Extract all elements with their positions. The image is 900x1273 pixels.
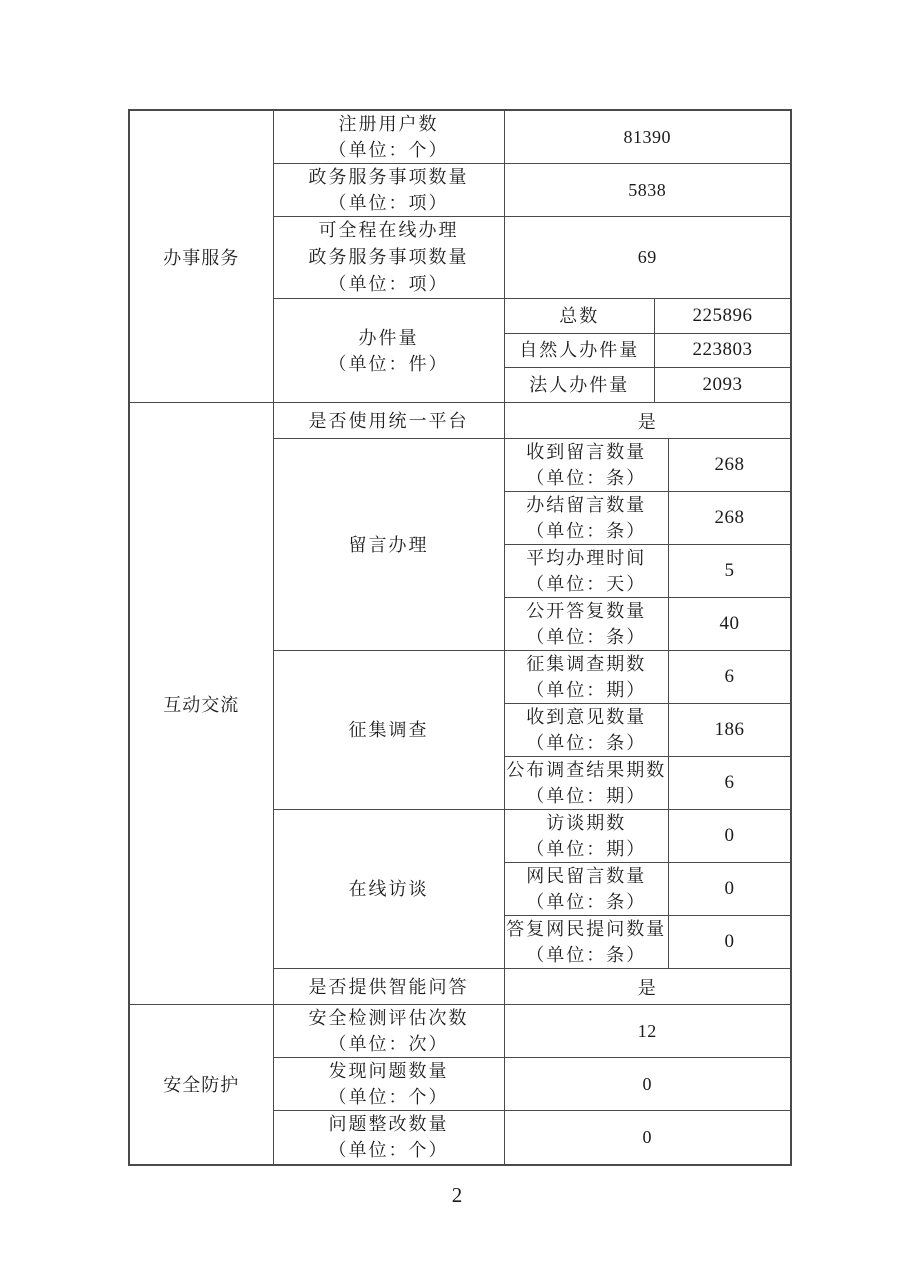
subrow-value-cell: 0 (724, 931, 735, 952)
metric-value-cell: 0 (504, 1058, 791, 1111)
subrow-value-cell: 6 (724, 772, 735, 793)
metric-unit-line: （单位：次） (328, 1034, 449, 1054)
metric-value-cell: 69 (504, 217, 791, 299)
subrow-value-cell: 223803 (655, 333, 791, 368)
metric-label-cell: 是否提供智能问答 (273, 969, 504, 1005)
subrow-label-cell (505, 492, 669, 545)
subrow-label-line: 公布调查结果期数 (506, 760, 667, 780)
subtable-row (505, 439, 791, 492)
metric-label-line: 办件量 (358, 327, 419, 348)
subtable-banjianliang (505, 299, 791, 402)
metric-label-cell: 留言办理 (273, 439, 504, 651)
subrow-label-cell (505, 598, 669, 651)
subtable-row (505, 299, 791, 333)
category-label: 办事服务 (163, 247, 240, 268)
subtable-row (505, 598, 791, 651)
subrow-label-line: 平均办理时间 (526, 548, 647, 568)
subrow-unit-line: （单位：条） (526, 945, 647, 965)
metric-unit-line: （单位：项） (328, 274, 449, 294)
category-cell-hudong (129, 403, 273, 1005)
subrow-label-line: 网民留言数量 (526, 866, 647, 886)
subrow-label-cell (505, 863, 669, 916)
metric-value-cell: 是 (504, 403, 791, 439)
subrow-label-line: 公开答复数量 (526, 601, 647, 621)
subrow-value-cell: 268 (669, 492, 791, 545)
metric-label-cell (273, 110, 504, 164)
metric-label-line: 注册用户数 (338, 114, 439, 134)
subtable-cell (504, 439, 791, 651)
subrow-value-cell: 6 (669, 651, 791, 704)
subtable-cell (504, 651, 791, 810)
subrow-label-line: 收到意见数量 (526, 707, 647, 727)
metric-label-cell: 征集调查 (273, 651, 504, 810)
metric-label-line: 问题整改数量 (328, 1114, 449, 1135)
table-row (129, 1005, 791, 1058)
subrow-label-cell (505, 545, 669, 598)
subrow-unit-line: （单位：期） (526, 786, 647, 806)
subtable-row (505, 757, 791, 810)
subrow-label-cell: 总数 (505, 299, 655, 333)
subrow-label-cell (505, 651, 669, 704)
subtable-row (505, 863, 791, 916)
table-row (129, 110, 791, 164)
metric-label-line: 政务服务事项数量 (308, 247, 469, 267)
category-cell-banshi (129, 110, 273, 403)
subrow-label-cell (505, 810, 669, 863)
metric-label-cell (273, 164, 504, 217)
subtable-row (505, 651, 791, 704)
subrow-label-line: 收到留言数量 (526, 442, 647, 462)
subtable-row (505, 810, 791, 863)
metric-label-cell (273, 1111, 504, 1165)
subrow-value-cell: 0 (669, 863, 791, 916)
page-number: 2 (451, 1183, 463, 1207)
category-label: 互动交流 (163, 694, 240, 715)
subrow-label-cell (505, 916, 669, 969)
subrow-label-line: 答复网民提问数量 (506, 919, 667, 939)
subtable-row (505, 704, 791, 757)
subrow-label-cell (505, 757, 669, 810)
metric-unit-line: （单位：个） (328, 1140, 449, 1161)
category-cell-anquan (129, 1005, 273, 1165)
metric-value-cell: 5838 (504, 164, 791, 217)
subrow-unit-line: （单位：期） (526, 680, 647, 700)
subrow-value-cell: 225896 (655, 299, 791, 333)
metric-label-line: 发现问题数量 (328, 1061, 449, 1081)
subrow-value-cell: 186 (669, 704, 791, 757)
metric-unit-line: （单位：件） (328, 353, 449, 374)
metric-unit-line: （单位：个） (328, 140, 449, 160)
subrow-label-cell: 自然人办件量 (505, 333, 655, 368)
subrow-label-cell (505, 439, 669, 492)
subrow-unit-line: （单位：期） (526, 839, 647, 859)
subtable-row (505, 333, 791, 368)
subtable-liuyan (505, 439, 791, 650)
metric-label-cell (273, 1058, 504, 1111)
metric-label-line: 政务服务事项数量 (308, 167, 469, 187)
metric-label-cell: 在线访谈 (273, 810, 504, 969)
subrow-unit-line: （单位：条） (526, 468, 647, 488)
subrow-value-cell: 40 (719, 613, 740, 634)
metric-label-cell (273, 217, 504, 299)
report-table (128, 109, 792, 1166)
subrow-value-cell: 0 (669, 810, 791, 863)
subtable-zhengji (505, 651, 791, 809)
subtable-cell (504, 810, 791, 969)
category-label: 安全防护 (163, 1075, 240, 1096)
subtable-fangtan (505, 810, 791, 968)
subrow-label-cell (505, 704, 669, 757)
table-row (129, 403, 791, 439)
subrow-label-line: 访谈期数 (546, 813, 627, 833)
subrow-unit-line: （单位：条） (526, 892, 647, 912)
subrow-value-cell: 5 (669, 545, 791, 598)
subtable-row (505, 492, 791, 545)
subrow-unit-line: （单位：条） (526, 627, 647, 647)
metric-value-cell: 12 (504, 1005, 791, 1058)
subrow-value-cell: 268 (669, 439, 791, 492)
subrow-value-cell: 2093 (702, 374, 743, 396)
subrow-label-line: 征集调查期数 (526, 654, 647, 674)
subrow-label-cell: 法人办件量 (505, 368, 655, 402)
metric-value-cell: 81390 (504, 110, 791, 164)
metric-label-cell (273, 299, 504, 403)
subtable-row (505, 545, 791, 598)
subrow-unit-line: （单位：条） (526, 521, 647, 541)
metric-value-cell: 是 (504, 969, 791, 1005)
metric-label-line: 安全检测评估次数 (308, 1008, 469, 1028)
metric-label-cell: 是否使用统一平台 (273, 403, 504, 439)
subrow-unit-line: （单位：天） (526, 574, 647, 594)
metric-unit-line: （单位：个） (328, 1087, 449, 1107)
metric-label-cell (273, 1005, 504, 1058)
subtable-row (505, 368, 791, 402)
metric-value-cell: 0 (504, 1111, 791, 1165)
subtable-cell (504, 299, 791, 403)
subrow-label-line: 办结留言数量 (526, 495, 647, 515)
subtable-row (505, 916, 791, 969)
metric-label-line: 可全程在线办理 (318, 220, 459, 240)
subrow-unit-line: （单位：条） (526, 733, 647, 753)
metric-unit-line: （单位：项） (328, 193, 449, 213)
